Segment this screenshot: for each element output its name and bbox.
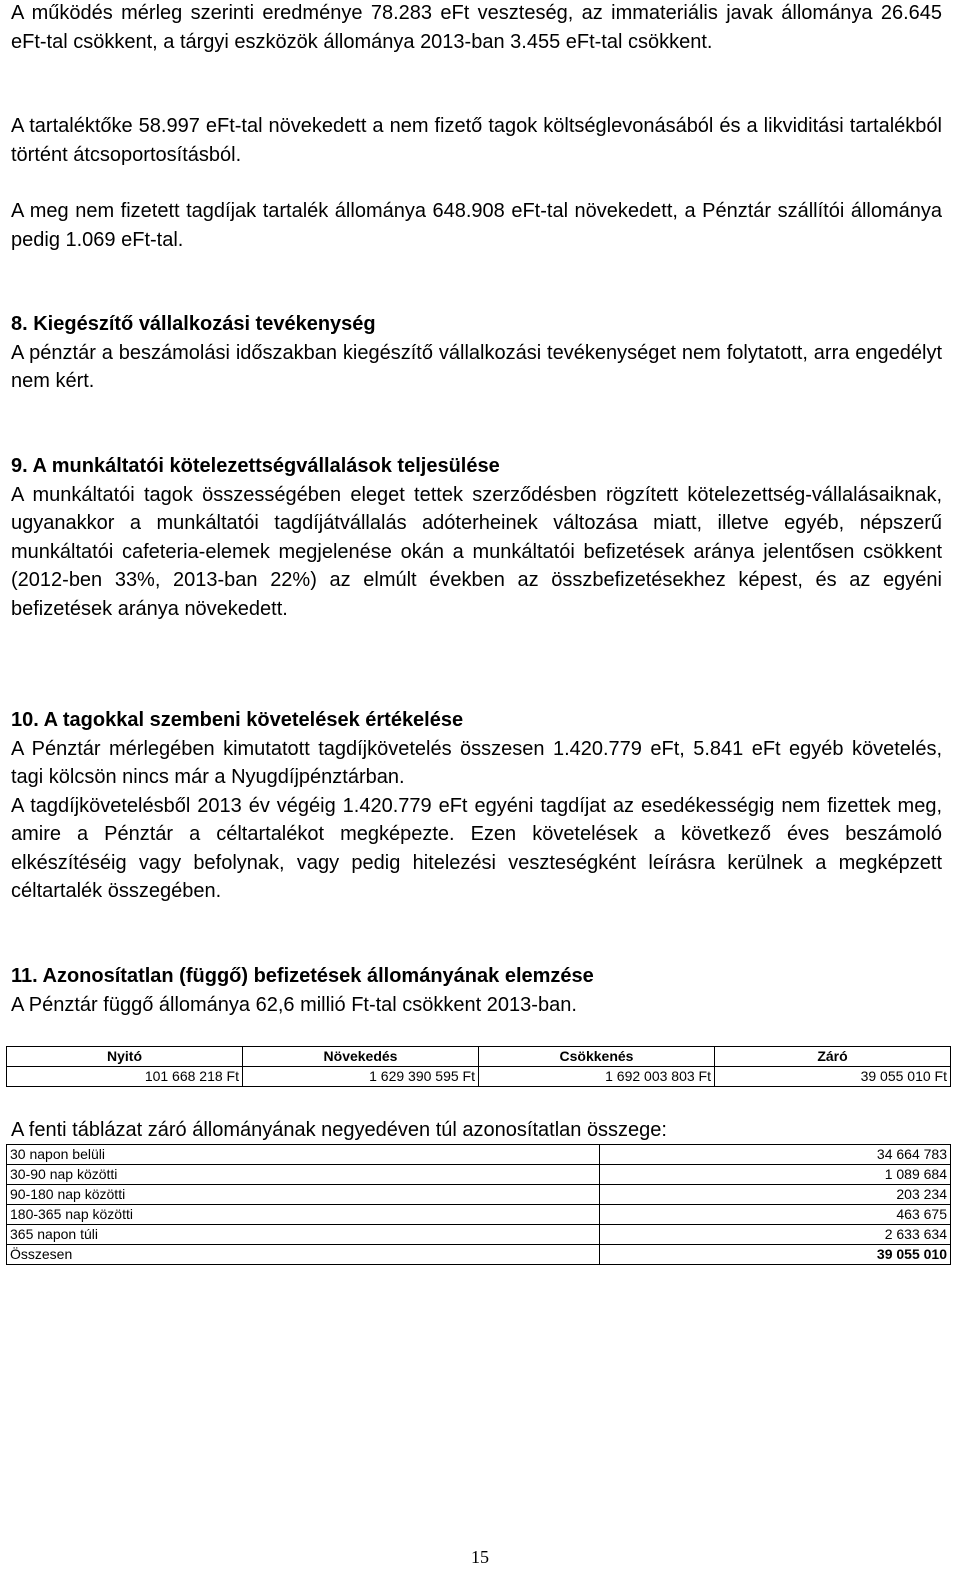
row-value: 203 234: [599, 1185, 950, 1205]
intro-text-1: A működés mérleg szerinti eredménye 78.283 eFt veszteség, az immateriális javak állománya 26.645 eFt-tal csökkent, a tárgyi eszközök állománya 2013-ban 3.455 eFt-tal csökkent.: [11, 2, 942, 53]
total-label: Összesen: [7, 1245, 600, 1265]
section-10-heading: 10. A tagokkal szembeni követelések értékelése: [11, 709, 464, 731]
section-9: [11, 452, 942, 623]
table-row: [7, 1185, 951, 1205]
table-total-row: [7, 1245, 951, 1265]
header-opening: Nyitó: [7, 1047, 243, 1067]
intro-text-2: A tartaléktőke 58.997 eFt-tal növekedett a nem fizető tagok költséglevonásából és a likviditási tartalékból történt átcsoportosításból.: [11, 115, 942, 166]
table-row: [7, 1067, 951, 1087]
table-row: [7, 1225, 951, 1245]
row-value: 463 675: [599, 1205, 950, 1225]
section-10: [11, 706, 942, 906]
section-8: [11, 310, 942, 396]
cell-decrease: 1 692 003 803 Ft: [479, 1067, 715, 1087]
section-9-text: A munkáltatói tagok összességében eleget tettek szerződésben rögzített kötelezettség-vállalásaiknak, ugyanakkor a munkáltatói tagdíjátvállalás adóterheinek változása miatt, illetve egyéb, népszerű munkáltatói cafeteria-elemek megjelenése okán a munkáltatói befizetések aránya jelentősen csökkent (2012-ben 33%, 2013-ban 22%) az elmúlt években az összbefizetésekhez képest, és az egyéni befizetések aránya növekedett.: [11, 483, 942, 620]
section-11-text: A Pénztár függő állománya 62,6 millió Ft-tal csökkent 2013-ban.: [11, 993, 577, 1016]
table-row: [7, 1145, 951, 1165]
cell-opening: 101 668 218 Ft: [7, 1067, 243, 1087]
row-label: 90-180 nap közötti: [7, 1185, 600, 1205]
section-11-heading: 11. Azonosítatlan (függő) befizetések állományának elemzése: [11, 965, 594, 987]
balance-movement-table: [6, 1046, 951, 1087]
row-label: 30 napon belüli: [7, 1145, 600, 1165]
section-11: [11, 962, 942, 1019]
row-value: 2 633 634: [599, 1225, 950, 1245]
row-label: 30-90 nap közötti: [7, 1165, 600, 1185]
intro-text-3: A meg nem fizetett tagdíjak tartalék állománya 648.908 eFt-tal növekedett, a Pénztár szállítói állománya pedig 1.069 eFt-tal.: [11, 200, 942, 251]
page-number: 15: [471, 1547, 489, 1567]
table-row: [7, 1205, 951, 1225]
intro-paragraph-2: [11, 112, 942, 169]
section-9-heading: 9. A munkáltatói kötelezettségvállalások teljesülése: [11, 455, 500, 477]
row-value: 34 664 783: [599, 1145, 950, 1165]
row-label: 365 napon túli: [7, 1225, 600, 1245]
table-row: [7, 1165, 951, 1185]
aging-table: [6, 1144, 951, 1265]
cell-closing: 39 055 010 Ft: [715, 1067, 951, 1087]
intro-paragraph-1: [11, 0, 942, 56]
header-decrease: Csökkenés: [479, 1047, 715, 1067]
section-10-text-2: A tagdíjkövetelésből 2013 év végéig 1.420.779 eFt egyéni tagdíjat az esedékességig nem fizettek meg, amire a Pénztár a céltartalékot megképezte. Ezen követelések a következő éves beszámoló elkészítéséig vagy befolynak, vagy pedig hitelezési veszteségként leírásra kerülnek a megképzett céltartalék összegében.: [11, 794, 942, 902]
intro-paragraph-3: [11, 197, 942, 254]
header-closing: Záró: [715, 1047, 951, 1067]
row-value: 1 089 684: [599, 1165, 950, 1185]
table-header-row: [7, 1047, 951, 1067]
section-10-text-1: A Pénztár mérlegében kimutatott tagdíjkövetelés összesen 1.420.779 eFt, 5.841 eFt egyéb követelés, tagi kölcsön nincs már a Nyugdíjpénztárban.: [11, 737, 942, 788]
total-value: 39 055 010: [599, 1245, 950, 1265]
cell-increase: 1 629 390 595 Ft: [243, 1067, 479, 1087]
row-label: 180-365 nap közötti: [7, 1205, 600, 1225]
section-8-text: A pénztár a beszámolási időszakban kiegészítő vállalkozási tevékenységet nem folytatott, arra engedélyt nem kért.: [11, 341, 942, 392]
section-8-heading: 8. Kiegészítő vállalkozási tevékenység: [11, 313, 376, 335]
header-increase: Növekedés: [243, 1047, 479, 1067]
aging-table-caption: A fenti táblázat záró állományának negyedéven túl azonosítatlan összege:: [11, 1119, 667, 1141]
